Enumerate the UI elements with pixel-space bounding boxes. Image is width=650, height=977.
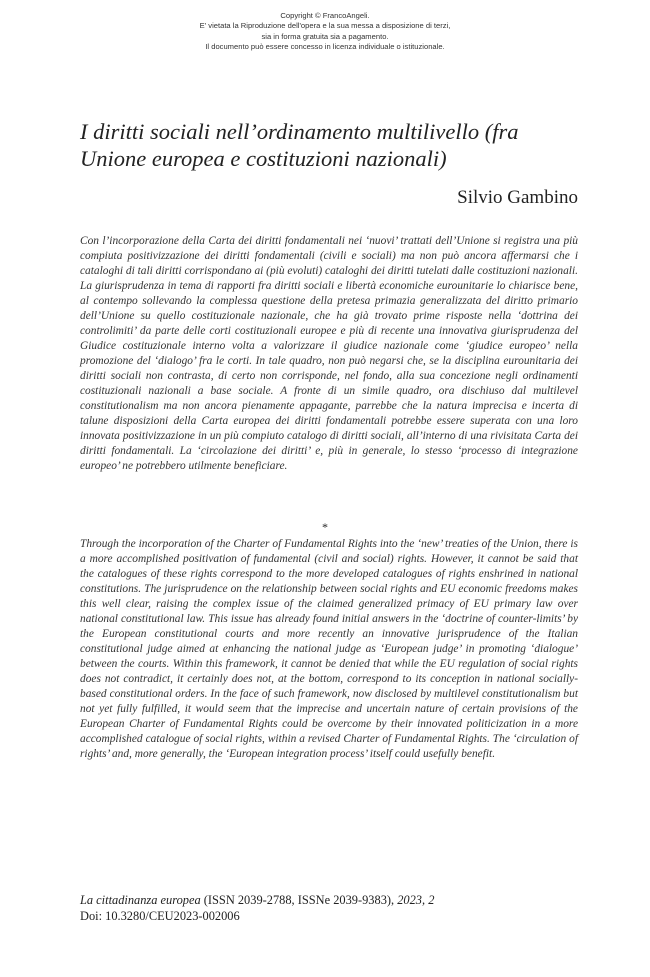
journal-name: La cittadinanza europea bbox=[80, 893, 201, 907]
copyright-line: E' vietata la Riproduzione dell'opera e la sua messa a disposizione di terzi, bbox=[199, 21, 451, 31]
section-separator: * bbox=[322, 520, 328, 534]
citation-footer bbox=[80, 893, 580, 924]
citation-line bbox=[80, 893, 580, 909]
article-author: Silvio Gambino bbox=[457, 187, 578, 208]
copyright-line: sia in forma gratuita sia a pagamento. bbox=[261, 31, 389, 41]
journal-year-issue: 2023, 2 bbox=[397, 893, 435, 907]
journal-issn: (ISSN 2039-2788, ISSNe 2039-9383), bbox=[200, 893, 398, 907]
abstract-italian: Con l’incorporazione della Carta dei diritti fondamentali nei ‘nuovi’ trattati dell’Unione si registra una più compiuta positivizzazione dei diritti fondamentali (civili e sociali) ma non può ancora affermarsi che i cataloghi di tali diritti corrispondano ai (più evoluti) cataloghi dei diritti tutelati dalle costituzioni nazionali. La giurisprudenza in tema di rapporti fra diritti sociali e libertà economiche eurounitarie lo chiarisce bene, al contempo sollevando la complessa questione della pretesa primazia generalizzata del diritto primario dell’Unione su quello costituzionale nazionale, che ha già trovato prime risposte nella ‘dottrina dei controlimiti’ da parte delle corti costituzionali europee e più di recente una innovativa giurisprudenza del Giudice costituzionale interno volta a valorizzare il giudice nazionale come ‘giudice europeo’ nella promozione del ‘dialogo’ fra le corti. In tale quadro, non può negarsi che, se la disciplina eurounitaria dei diritti sociali non contrasta, di certo non corrisponde, nel fondo, alla sua concezione negli ordinamenti costituzionali nazionali a base sociale. A fronte di un simile quadro, ora dischiuso dal multilevel constitutionalism ma non ancora pienamente appagante, parrebbe che la natura imprecisa e incerta di talune disposizioni della Carta europea dei diritti fondamentali potrebbe essere superata con una loro innovata positivizzazione in un più compiuto catalogo di diritti sociali, all’interno di una rivisitata Carta dei diritti fondamentali. La ‘circolazione dei diritti’ e, più in generale, lo stesso ‘processo di integrazione europeo’ ne potrebbero utilmente beneficiare. bbox=[80, 235, 578, 472]
copyright-notice bbox=[0, 11, 650, 53]
article-title: I diritti sociali nell’ordinamento multilivello (fra Unione europea e costituzioni nazionali) bbox=[80, 119, 519, 171]
copyright-line: Il documento può essere concesso in licenza individuale o istituzionale. bbox=[205, 42, 445, 52]
copyright-line: Copyright © FrancoAngeli. bbox=[280, 11, 370, 20]
abstract-english: Through the incorporation of the Charter of Fundamental Rights into the ‘new’ treaties of the Union, there is a more accomplished positivation of fundamental (civil and social) rights. However, it cannot be said that the catalogues of these rights correspond to the more developed catalogues of rights enshrined in national constitutions. The jurisprudence on the relationship between social rights and EU economic freedoms makes this well clear, raising the complex issue of the claimed generalized primacy of EU primary law over national constitutional law. This issue has already found initial answers in the ‘doctrine of counter-limits’ by the European constitutional courts and more recently an innovative jurisprudence of the Italian constitutional judge aimed at enhancing the national judge as ‘European judge’ in promoting ‘dialogue’ between the courts. Within this framework, it cannot be denied that while the EU regulation of social rights does not contradict, it certainly does not, at the bottom, correspond to its conception in national socially-based constitutional orders. In the face of such framework, now disclosed by multilevel constitutionalism but not yet fully fulfilled, it would seem that the imprecise and uncertain nature of certain provisions of the European Charter of Fundamental Rights could be overcome by their innovated politicization in a more accomplished catalogue of social rights, within a revised Charter of Fundamental Rights. The ‘circulation of rights’ and, more generally, the ‘European integration process’ itself could usefully benefit. bbox=[80, 538, 578, 760]
doi: Doi: 10.3280/CEU2023-002006 bbox=[80, 908, 240, 923]
